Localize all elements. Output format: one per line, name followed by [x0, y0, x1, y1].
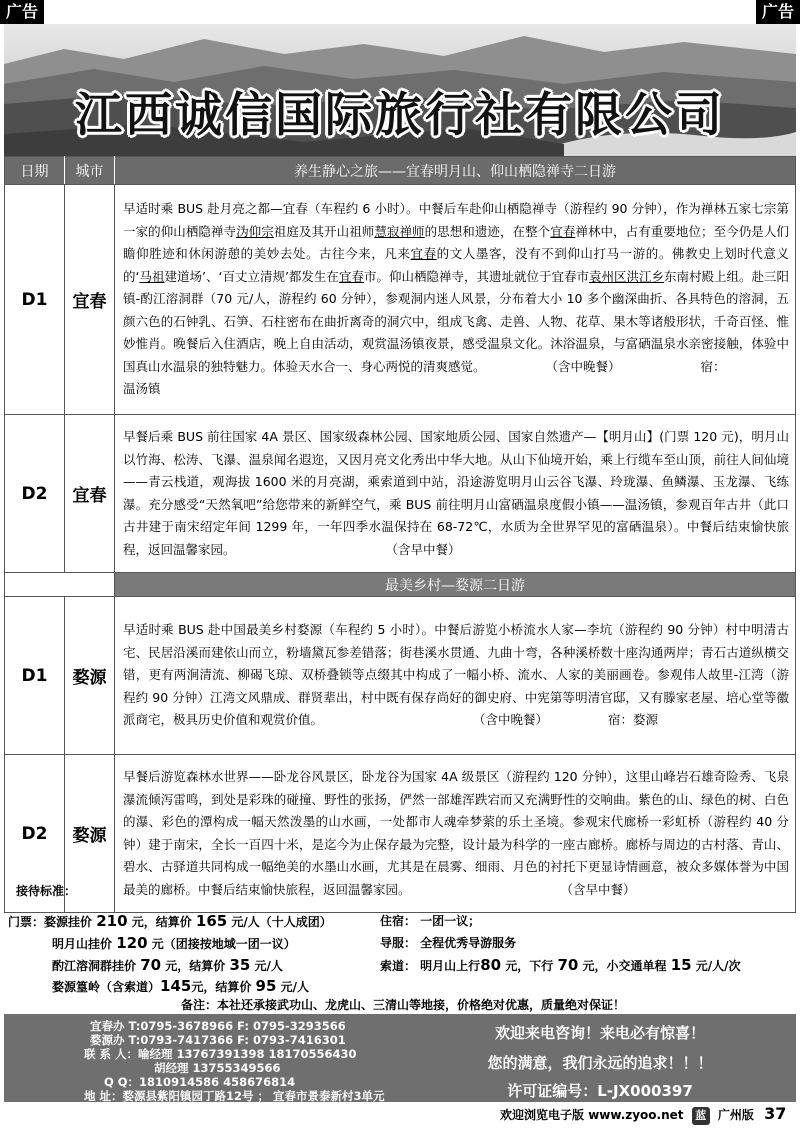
- col-city-header: 城市: [65, 157, 115, 185]
- stay-label: 宿：婺源: [608, 712, 659, 728]
- ticket-line-cave: 酌江溶洞群挂价 70 元，结算价 35 元/人: [52, 956, 283, 974]
- ad-label-right: 广告: [756, 0, 800, 24]
- meals-note: （含早中餐）: [560, 881, 636, 897]
- qq-numbers: Q Q：1810914586 458676814: [104, 1075, 296, 1089]
- itinerary-text: 早适时乘 BUS 赴月亮之都—宜春（车程约 6 小时）。中餐后车赴仰山栖隐禅寺（游程约 90 分钟），作为禅林五家七宗第一家的仰山栖隐禅寺沩仰宗祖庭及其开山祖师慧寂禅师的思想和遗迹，在整个宜春禅林中，占有重要地位；至今仍是人们瞻仰胜迹和休闲游憩的美妙去处。古往今来，凡来宜春的文人墨客，没有不到仰山打马一游的。佛教史上划时代意义的‘马祖建道场’、‘百丈立清规’都发生在宜春市。仰山栖隐禅寺，其遗址就位于宜春市袁州区洪江乡东南村殿上组。赴三阳镇-酌江溶洞群（70 元/人，游程约 60 分钟），参观洞内迷人风景，分布着大小 10 多个幽深曲折、各具特色的溶洞，五颜六色的石钟乳、石笋、石柱密布在曲折离奇的洞穴中，组成飞禽、走兽、人物、花草、果木等诸般形状，千奇百怪、惟妙惟肖。晚餐后入住酒店，晚上自由活动，观赏温汤镇夜景，感受温泉文化。沐浴温泉，与富硒温泉水亲密接触，体验中国真山水温泉的独特魅力。体验天水合一、身心两悦的清爽感觉。 （含中晚餐） 宿： 温汤镇: [115, 185, 796, 415]
- header-row: [5, 157, 796, 185]
- pursuit-slogan: 您的满意，我们永远的追求！！！: [487, 1054, 713, 1072]
- itinerary-text: 早适时乘 BUS 赴中国最美乡村婺源（车程约 5 小时）。中餐后游览小桥流水人家—李坑（游程约 90 分钟）村中明清古宅、民居沿溪而建依山而立，粉墙黛瓦参差错落；街巷溪水贯通、九曲十弯，各种溪桥数十座沟通两岸；青石古道纵横交错，更有两涧清流、柳碣飞琼、双桥叠锁等点缀其中构成了一幅小桥、流水、人家的美丽画卷。参观伟人故里-江湾（游程约 90 分钟）江湾文风鼎成、群贤辈出，村中既有保存尚好的御史府、中宪第等明清官邸，又有滕家老屋、培心堂等徽派商宅，极具历史价值和观赏价值。 （含中晚餐） 宿：婺源: [115, 597, 796, 755]
- col-day-header: 日期: [5, 157, 65, 185]
- contact-panel: [4, 1014, 796, 1102]
- ad-label-left: 广告: [0, 0, 44, 24]
- route1-title: 养生静心之旅——宜春明月山、仰山栖隐禅寺二日游: [115, 157, 796, 185]
- day-cell: D1: [5, 185, 65, 415]
- guide-standard: 导服： 全程优秀导游服务: [380, 936, 517, 950]
- itinerary-table: [4, 156, 796, 913]
- ticket-line-huangling: 婺源篁岭（含索道）145元，结算价 95 元/人: [52, 977, 309, 995]
- day-cell: D1: [5, 597, 65, 755]
- meals-note: （含早中餐）: [385, 541, 461, 557]
- stay-label: 宿：: [700, 358, 726, 374]
- stay-standard: 住宿： 一团一议；: [380, 914, 481, 928]
- contact-person-1: 联 系 人：喻经理 13767391398 18170556430: [84, 1047, 357, 1061]
- footer-url[interactable]: www.zyoo.net: [588, 1108, 684, 1122]
- route2-title: 最美乡村—婺源二日游: [115, 573, 796, 597]
- day-cell: D2: [5, 755, 65, 913]
- city-cell: 宜春: [65, 185, 115, 415]
- meals-note: （含中晚餐）: [545, 358, 621, 374]
- day-cell: D2: [5, 415, 65, 573]
- meals-note: （含中晚餐）: [473, 712, 549, 728]
- wuyuan-office: 婺源办 T:0793-7417366 F: 0793-7416301: [90, 1033, 346, 1047]
- ticket-line-mingyue: 明月山挂价 120 元（团接按地域一团一议）: [52, 934, 296, 952]
- remarks: 备注：本社还承接武功山、龙虎山、三清山等地接，价格绝对优惠，质量绝对保证！: [180, 998, 625, 1012]
- itinerary-text: 早餐后游览森林水世界——卧龙谷风景区，卧龙谷为国家 4A 级景区（游程约 120 分钟），这里山峰岩石雄奇险秀、飞泉瀑流倾泻雷鸣，到处是彩珠的碰撞、野性的张扬，俨然一部雄浑跌宕而又充满野性的交响曲。紫色的山、绿色的树、白色的瀑、彩色的潭构成一幅天然泼墨的山水画，一处都市人魂牵梦萦的乐土圣境。参观宋代廊桥一彩虹桥（游程约 40 分钟）建于南宋，全长一百四十米，是迄今为止保存最为完整，设计最为科学的一座古廊桥。廊桥与周边的古村落、青山、碧水、古驿道共同构成一幅绝美的水墨山水画，尤其是在晨雾、细雨、月色的衬托下更显诗情画意，被众多媒体誉为中国最美的廊桥。中餐后结束愉快旅程，返回温馨家园。 （含早中餐）: [115, 755, 796, 913]
- yichun-office: 宜春办 T:0795-3678966 F: 0795-3293566: [90, 1019, 346, 1033]
- itinerary-text: 早餐后乘 BUS 前往国家 4A 景区、国家级森林公园、国家地质公园、国家自然遗产—【明月山】(门票 120 元)，明月山以竹海、松涛、飞瀑、温泉闻名遐迩，又因月亮文化秀出中华大地。从山下仙境开始，乘上行缆车至山顶，前往人间仙境——青云栈道，观海拔 1600 米的月亮湖，乘索道到中站，沿途游览明月山云谷飞瀑、玲珑瀑、鱼鳞瀑、玉龙瀑、飞练瀑。充分感受“天然氧吧”给您带来的新鲜空气，乘 BUS 前往明月山富硒温泉度假小镇——温汤镇，参观百年古井（此口古井建于南宋绍定年间 1299 年，一年四季水温保持在 68-72℃，水质为全世界罕见的富硒温泉）。中餐后结束愉快旅程，返回温馨家园。 （含早中餐）: [115, 415, 796, 573]
- city-cell: 婺源: [65, 755, 115, 913]
- address: 地 址：婺源县紫阳镇园丁路12号 ； 宜春市景泰新村3单元: [84, 1089, 385, 1103]
- city-cell: 婺源: [65, 597, 115, 755]
- banner: [4, 24, 796, 156]
- company-title: 江西诚信国际旅行社有限公司: [75, 88, 725, 143]
- edition-label: 广州版: [717, 1108, 754, 1122]
- stay-value: 温汤镇: [123, 381, 161, 397]
- route2-header-row: [5, 573, 796, 597]
- table-row: [5, 597, 796, 755]
- table-row: [5, 415, 796, 573]
- table-row: [5, 185, 796, 415]
- reception-standards: [8, 882, 798, 1016]
- license-number: 许可证编号：L-JX000397: [507, 1082, 693, 1100]
- cableway-standard: 索道： 明月山上行80 元，下行 70 元，小交通单程 15 元/人/次: [380, 956, 741, 974]
- standards-title: 接待标准：: [16, 884, 77, 898]
- page-number: 37: [764, 1104, 787, 1123]
- edition-badge-icon: 蓝: [692, 1107, 710, 1125]
- page-footer: [500, 1104, 796, 1126]
- footer-text: 欢迎浏览电子版: [500, 1108, 585, 1122]
- ticket-line-wuyuan: 门票：婺源挂价 210 元，结算价 165 元/人（十人成团）: [8, 912, 332, 930]
- contact-person-2: 胡经理 13755349566: [154, 1061, 281, 1075]
- city-cell: 宜春: [65, 415, 115, 573]
- welcome-slogan: 欢迎来电咨询！来电必有惊喜！: [494, 1024, 705, 1042]
